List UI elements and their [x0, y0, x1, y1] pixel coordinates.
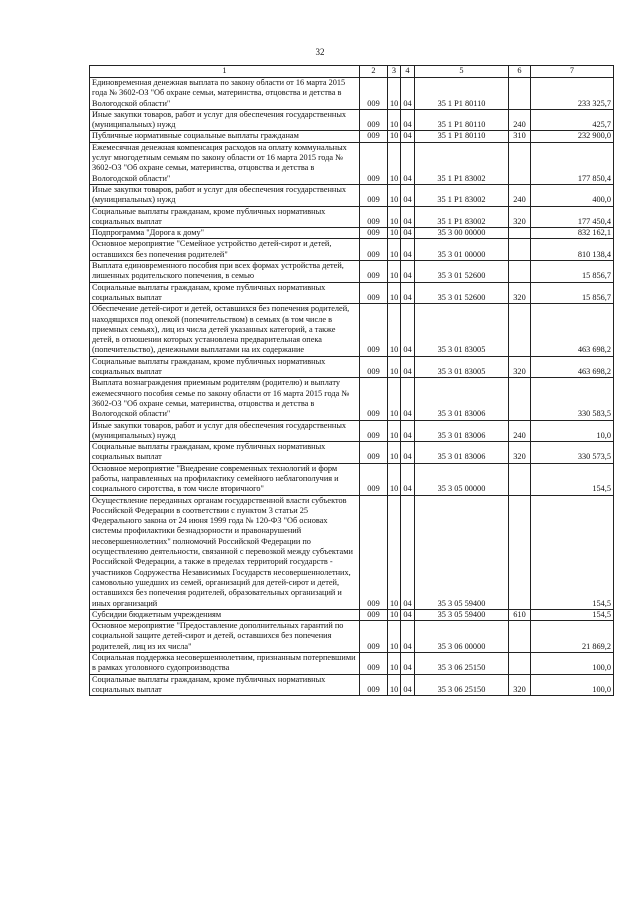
row-section: 10 [388, 282, 401, 304]
table-body [90, 78, 614, 696]
header-cell: 1 [90, 66, 360, 78]
row-subsection: 04 [401, 621, 415, 653]
row-subsection: 04 [401, 131, 415, 142]
row-section: 10 [388, 356, 401, 378]
row-subsection: 04 [401, 109, 415, 131]
row-name: Единовременная денежная выплата по закону области от 16 марта 2015 года № 3602-ОЗ "Об охране семьи, материнства, отцовства и детства в Вологодской области" [90, 78, 360, 110]
row-section: 10 [388, 261, 401, 283]
row-expense-type: 320 [509, 282, 531, 304]
row-subsection: 04 [401, 653, 415, 675]
row-ved: 009 [360, 184, 388, 206]
row-subsection: 04 [401, 228, 415, 239]
page-number: 32 [315, 47, 325, 57]
row-target-code: 35 3 01 52600 [415, 261, 509, 283]
row-amount: 15 856,7 [531, 282, 614, 304]
row-amount: 177 850,4 [531, 142, 614, 184]
table-row [90, 228, 614, 239]
table-row [90, 674, 614, 696]
table-row [90, 184, 614, 206]
row-amount: 425,7 [531, 109, 614, 131]
row-ved: 009 [360, 609, 388, 620]
row-subsection: 04 [401, 261, 415, 283]
table-row [90, 653, 614, 675]
row-target-code: 35 3 05 59400 [415, 495, 509, 609]
row-expense-type: 240 [509, 420, 531, 442]
row-subsection: 04 [401, 78, 415, 110]
row-amount: 463 698,2 [531, 304, 614, 356]
header-cell: 4 [401, 66, 415, 78]
row-target-code: 35 3 01 52600 [415, 282, 509, 304]
table-row [90, 356, 614, 378]
row-amount: 177 450,4 [531, 206, 614, 228]
row-expense-type: 320 [509, 674, 531, 696]
row-expense-type [509, 304, 531, 356]
row-name: Ежемесячная денежная компенсация расходов на оплату коммунальных услуг многодетным семьям по закону области от 16 марта 2015 года № 3602-ОЗ "Об охране семьи, материнства, отцовства и детства в Вологодской области" [90, 142, 360, 184]
row-target-code: 35 1 P1 80110 [415, 131, 509, 142]
row-name: Социальные выплаты гражданам, кроме публичных нормативных социальных выплат [90, 442, 360, 464]
table-row [90, 142, 614, 184]
table-row [90, 442, 614, 464]
row-name: Социальные выплаты гражданам, кроме публичных нормативных социальных выплат [90, 674, 360, 696]
row-name: Обеспечение детей-сирот и детей, оставшихся без попечения родителей, находящихся под опекой (попечительством) в семьях (в том числе в приемных семьях), лиц из числа детей указанных категорий, а также детей, в отношении которых установлена предварительная опека (попечительство), денежными выплатами на их содержание [90, 304, 360, 356]
row-ved: 009 [360, 674, 388, 696]
table-row [90, 621, 614, 653]
row-section: 10 [388, 621, 401, 653]
row-subsection: 04 [401, 609, 415, 620]
row-target-code: 35 3 05 00000 [415, 463, 509, 495]
row-section: 10 [388, 495, 401, 609]
row-section: 10 [388, 609, 401, 620]
row-name: Социальные выплаты гражданам, кроме публичных нормативных социальных выплат [90, 356, 360, 378]
row-expense-type: 320 [509, 442, 531, 464]
table-row [90, 304, 614, 356]
row-target-code: 35 3 05 59400 [415, 609, 509, 620]
row-subsection: 04 [401, 442, 415, 464]
row-section: 10 [388, 228, 401, 239]
row-section: 10 [388, 442, 401, 464]
row-expense-type [509, 495, 531, 609]
row-section: 10 [388, 131, 401, 142]
header-cell: 3 [388, 66, 401, 78]
row-name: Основное мероприятие "Внедрение современных технологий и форм работы, направленных на профилактику семейного неблагополучия и социального сиротства, в том числе вторичного" [90, 463, 360, 495]
table-row [90, 609, 614, 620]
row-amount: 154,5 [531, 495, 614, 609]
row-amount: 463 698,2 [531, 356, 614, 378]
row-expense-type: 240 [509, 109, 531, 131]
row-name: Выплата вознаграждения приемным родителям (родителю) и выплату ежемесячного пособия семье по закону области от 16 марта 2015 года № 3602-ОЗ "Об охране семьи, материнства, отцовства и детства в Вологодской области" [90, 378, 360, 420]
table-row [90, 131, 614, 142]
row-amount: 21 869,2 [531, 621, 614, 653]
row-name: Иные закупки товаров, работ и услуг для обеспечения государственных (муниципальных) нужд [90, 109, 360, 131]
table-row [90, 78, 614, 110]
row-amount: 233 325,7 [531, 78, 614, 110]
row-target-code: 35 1 P1 80110 [415, 109, 509, 131]
row-target-code: 35 1 P1 83002 [415, 142, 509, 184]
row-expense-type [509, 261, 531, 283]
row-ved: 009 [360, 206, 388, 228]
row-ved: 009 [360, 356, 388, 378]
row-expense-type: 320 [509, 206, 531, 228]
row-target-code: 35 3 01 83005 [415, 356, 509, 378]
row-name: Социальные выплаты гражданам, кроме публичных нормативных социальных выплат [90, 282, 360, 304]
row-subsection: 04 [401, 239, 415, 261]
row-subsection: 04 [401, 495, 415, 609]
row-amount: 400,0 [531, 184, 614, 206]
row-expense-type: 320 [509, 356, 531, 378]
row-expense-type [509, 463, 531, 495]
row-ved: 009 [360, 304, 388, 356]
row-section: 10 [388, 239, 401, 261]
row-target-code: 35 3 01 00000 [415, 239, 509, 261]
row-amount: 100,0 [531, 674, 614, 696]
row-expense-type [509, 621, 531, 653]
row-ved: 009 [360, 261, 388, 283]
row-name: Иные закупки товаров, работ и услуг для обеспечения государственных (муниципальных) нужд [90, 184, 360, 206]
row-ved: 009 [360, 228, 388, 239]
row-section: 10 [388, 463, 401, 495]
row-section: 10 [388, 184, 401, 206]
row-target-code: 35 3 01 83006 [415, 420, 509, 442]
row-ved: 009 [360, 420, 388, 442]
row-amount: 330 583,5 [531, 378, 614, 420]
row-expense-type: 310 [509, 131, 531, 142]
row-name: Выплата единовременного пособия при всех формах устройства детей, лишенных родительского попечения, в семью [90, 261, 360, 283]
row-section: 10 [388, 378, 401, 420]
row-section: 10 [388, 653, 401, 675]
row-section: 10 [388, 420, 401, 442]
row-ved: 009 [360, 442, 388, 464]
row-expense-type: 240 [509, 184, 531, 206]
row-expense-type [509, 378, 531, 420]
row-target-code: 35 3 00 00000 [415, 228, 509, 239]
row-name: Социальные выплаты гражданам, кроме публичных нормативных социальных выплат [90, 206, 360, 228]
row-expense-type [509, 78, 531, 110]
header-cell: 7 [531, 66, 614, 78]
row-subsection: 04 [401, 420, 415, 442]
row-target-code: 35 1 P1 83002 [415, 184, 509, 206]
header-cell: 6 [509, 66, 531, 78]
row-subsection: 04 [401, 378, 415, 420]
row-subsection: 04 [401, 356, 415, 378]
row-target-code: 35 3 01 83006 [415, 378, 509, 420]
row-ved: 009 [360, 378, 388, 420]
table-row [90, 261, 614, 283]
row-subsection: 04 [401, 304, 415, 356]
table-row [90, 420, 614, 442]
row-subsection: 04 [401, 282, 415, 304]
table-row [90, 206, 614, 228]
budget-table [89, 65, 614, 696]
row-target-code: 35 1 P1 80110 [415, 78, 509, 110]
row-amount: 330 573,5 [531, 442, 614, 464]
row-ved: 009 [360, 463, 388, 495]
row-ved: 009 [360, 282, 388, 304]
row-section: 10 [388, 78, 401, 110]
row-ved: 009 [360, 495, 388, 609]
row-name: Основное мероприятие "Семейное устройство детей-сирот и детей, оставшихся без попечения родителей" [90, 239, 360, 261]
row-name: Подпрограмма "Дорога к дому" [90, 228, 360, 239]
row-name: Осуществление переданных органам государственной власти субъектов Российской Федерации в соответствии с пунктом 3 статьи 25 Федерального закона от 24 июня 1999 года № 120-ФЗ "Об основах системы профилактики безнадзорности и правонарушений несовершеннолетних" полномочий Российской Федерации по осуществлению деятельности, связанной с перевозкой между субъектами Российской Федерации, а также в пределах территорий государств - участников Содружества Независимых Государств несовершеннолетних, самовольно ушедших из семей, организаций для детей-сирот и детей, оставшихся без попечения родителей, образовательных организаций и иных организаций [90, 495, 360, 609]
table-row [90, 109, 614, 131]
table-row [90, 239, 614, 261]
row-target-code: 35 3 01 83006 [415, 442, 509, 464]
row-name: Иные закупки товаров, работ и услуг для обеспечения государственных (муниципальных) нужд [90, 420, 360, 442]
row-section: 10 [388, 109, 401, 131]
table-row [90, 378, 614, 420]
row-amount: 154,5 [531, 609, 614, 620]
row-subsection: 04 [401, 206, 415, 228]
row-ved: 009 [360, 653, 388, 675]
row-name: Публичные нормативные социальные выплаты гражданам [90, 131, 360, 142]
row-amount: 15 856,7 [531, 261, 614, 283]
row-amount: 154,5 [531, 463, 614, 495]
row-expense-type [509, 228, 531, 239]
row-section: 10 [388, 206, 401, 228]
row-ved: 009 [360, 239, 388, 261]
row-target-code: 35 3 06 25150 [415, 653, 509, 675]
row-target-code: 35 1 P1 83002 [415, 206, 509, 228]
header-cell: 5 [415, 66, 509, 78]
row-subsection: 04 [401, 184, 415, 206]
table-row [90, 463, 614, 495]
row-target-code: 35 3 01 83005 [415, 304, 509, 356]
row-ved: 009 [360, 78, 388, 110]
table-row [90, 495, 614, 609]
row-subsection: 04 [401, 142, 415, 184]
table-header [90, 66, 614, 78]
row-target-code: 35 3 06 00000 [415, 621, 509, 653]
row-ved: 009 [360, 109, 388, 131]
row-amount: 100,0 [531, 653, 614, 675]
row-name: Социальная поддержка несовершеннолетним, признанным потерпевшими в рамках уголовного судопроизводства [90, 653, 360, 675]
row-expense-type [509, 239, 531, 261]
row-amount: 810 138,4 [531, 239, 614, 261]
row-expense-type [509, 653, 531, 675]
row-subsection: 04 [401, 674, 415, 696]
row-ved: 009 [360, 131, 388, 142]
row-expense-type: 610 [509, 609, 531, 620]
row-amount: 232 900,0 [531, 131, 614, 142]
row-section: 10 [388, 674, 401, 696]
row-name: Основное мероприятие "Предоставление дополнительных гарантий по социальной защите детей-сирот и детей, оставшихся без попечения родителей, лиц из их числа" [90, 621, 360, 653]
row-section: 10 [388, 304, 401, 356]
row-target-code: 35 3 06 25150 [415, 674, 509, 696]
row-ved: 009 [360, 621, 388, 653]
row-subsection: 04 [401, 463, 415, 495]
row-ved: 009 [360, 142, 388, 184]
header-cell: 2 [360, 66, 388, 78]
row-amount: 832 162,1 [531, 228, 614, 239]
row-section: 10 [388, 142, 401, 184]
table-row [90, 282, 614, 304]
row-amount: 10,0 [531, 420, 614, 442]
row-name: Субсидии бюджетным учреждениям [90, 609, 360, 620]
row-expense-type [509, 142, 531, 184]
